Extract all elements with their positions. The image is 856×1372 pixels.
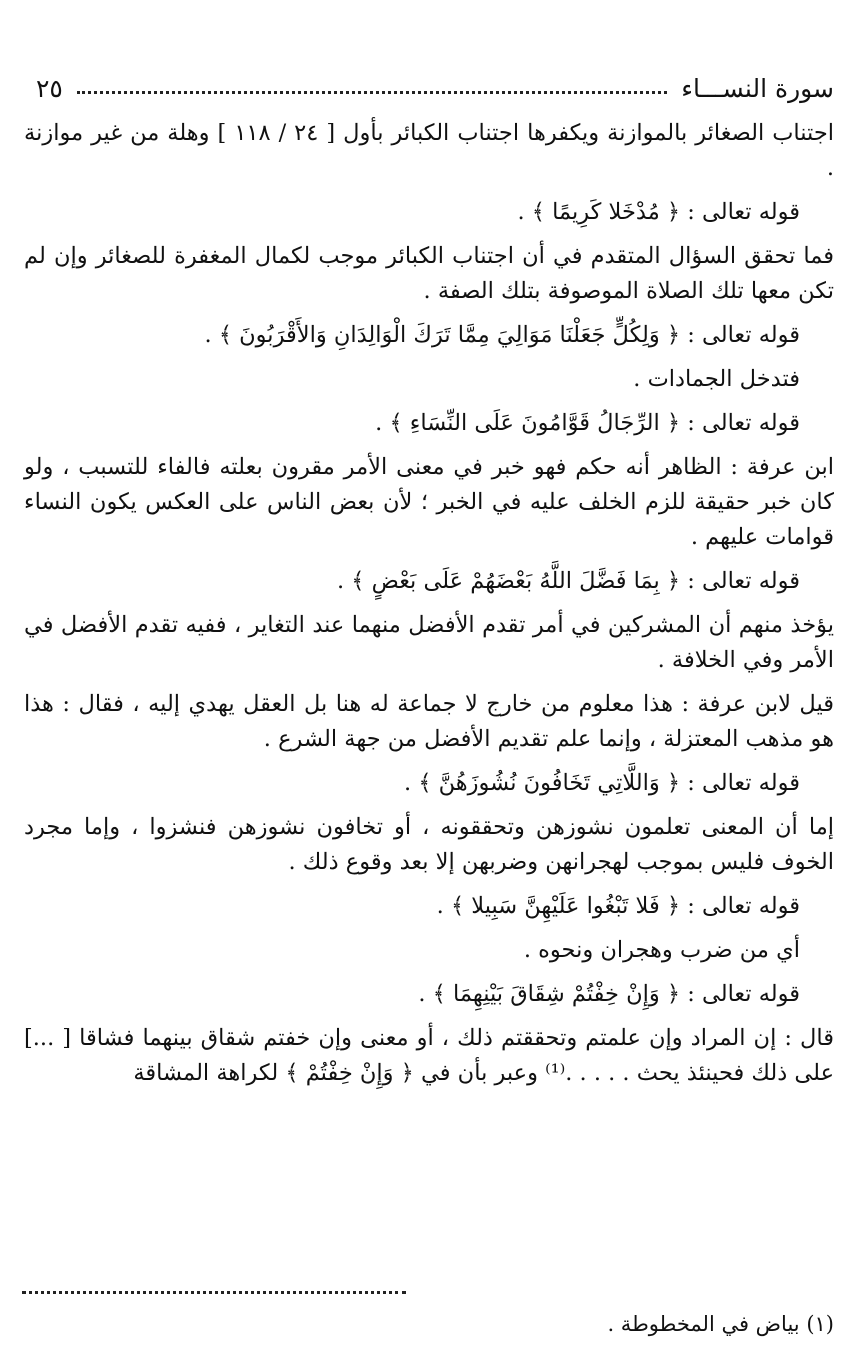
footnote-separator	[22, 1291, 406, 1294]
page-number: ٢٥	[36, 73, 63, 103]
verse-line: أي من ضرب وهجران ونحوه .	[523, 937, 800, 963]
verse-line: قوله تعالى : ﴿ مُدْخَلا كَرِيمًا ﴾ .	[517, 199, 800, 225]
commentary-paragraph: قيل لابن عرفة : هذا معلوم من خارج لا جماعة له هنا بل العقل يهدي إليه ، فقال : هذا هو مذهب المعتزلة ، وإنما علم تقديم الأفضل من جهة الشرع .	[24, 691, 834, 752]
commentary-paragraph: ابن عرفة : الظاهر أنه حكم فهو خبر في معنى الأمر مقرون بعلته فالفاء للتسبب ، ولو كان خبر حقيقة للزم الخلف عليه في الخبر ؛ لأن بعض الناس على العكس يكون النساء قوامات عليهم .	[24, 454, 834, 550]
header-dotted-rule	[77, 91, 667, 94]
verse-line: قوله تعالى : ﴿ الرِّجَالُ قَوَّامُونَ عَلَى النِّسَاءِ ﴾ .	[375, 410, 800, 436]
page-body	[24, 116, 834, 1100]
commentary-paragraph: إما أن المعنى تعلمون نشوزهن وتحققونه ، أو تخافون نشوزهن فنشزوا ، وإما مجرد الخوف فليس بموجب لهجرانهن وضربهن إلا بعد وقوع ذلك .	[24, 814, 834, 875]
verse-line: قوله تعالى : ﴿ وَإِنْ خِفْتُمْ شِقَاقَ بَيْنِهِمَا ﴾ .	[418, 981, 800, 1007]
page-header	[22, 66, 834, 110]
footnote: (١) بياض في المخطوطة .	[607, 1312, 834, 1336]
verse-line: قوله تعالى : ﴿ وَلِكُلٍّ جَعَلْنَا مَوَالِيَ مِمَّا تَرَكَ الْوَالِدَانِ وَالأَقْرَبُونَ ﴾ .	[204, 322, 800, 348]
surah-title: سورة النســـاء	[681, 73, 834, 103]
commentary-paragraph: قال : إن المراد وإن علمتم وتحققتم ذلك ، أو معنى وإن خفتم شقاق بينهما فشاقا [ ...] على ذلك فحينئذ يحث . . . . .⁽¹⁾ وعبر بأن في ﴿ وَإِنْ خِفْتُمْ ﴾ لكراهة المشاقة	[24, 1025, 834, 1086]
verse-line: قوله تعالى : ﴿ بِمَا فَضَّلَ اللَّهُ بَعْضَهُمْ عَلَى بَعْضٍ ﴾ .	[337, 568, 800, 594]
verse-line: فتدخل الجمادات .	[633, 366, 800, 392]
commentary-paragraph: فما تحقق السؤال المتقدم في أن اجتناب الكبائر موجب لكمال المغفرة للصغائر وإن لم تكن معها تلك الصلاة الموصوفة بتلك الصفة .	[24, 243, 834, 304]
commentary-paragraph: اجتناب الصغائر بالموازنة ويكفرها اجتناب الكبائر بأول [ ٢٤ / ١١٨ ] وهلة من غير موازنة .	[24, 120, 834, 181]
verse-line: قوله تعالى : ﴿ وَاللَّاتِي تَخَافُونَ نُشُوزَهُنَّ ﴾ .	[404, 770, 800, 796]
commentary-paragraph: يؤخذ منهم أن المشركين في أمر تقدم الأفضل منهما عند التغاير ، ففيه تقدم الأفضل في الأمر وفي الخلافة .	[24, 612, 834, 673]
verse-line: قوله تعالى : ﴿ فَلا تَبْغُوا عَلَيْهِنَّ سَبِيلا ﴾ .	[436, 893, 800, 919]
